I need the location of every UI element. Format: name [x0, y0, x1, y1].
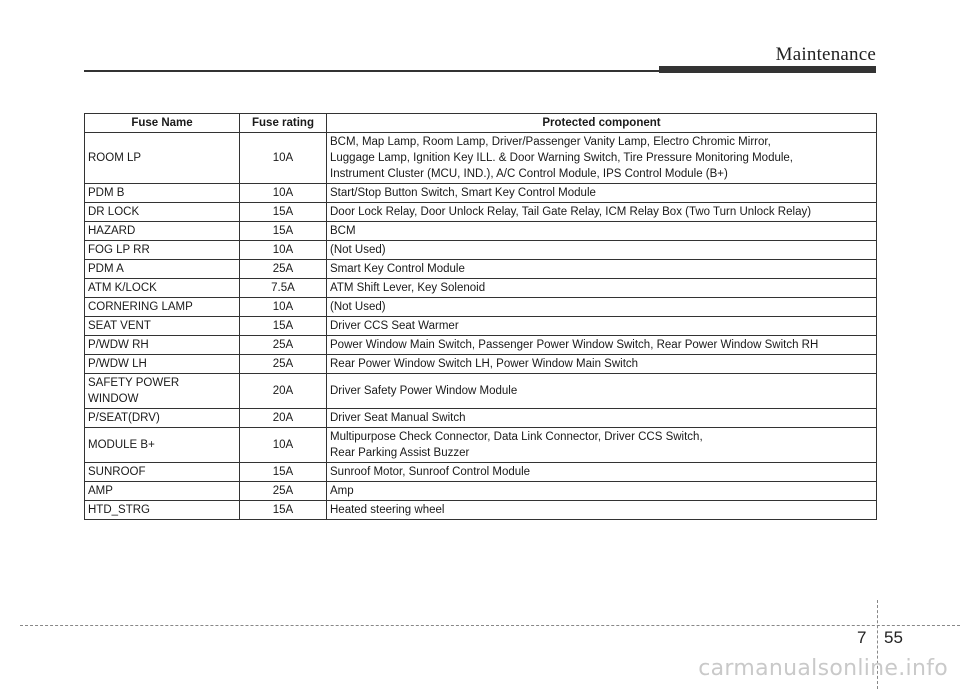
protected-component-cell — [327, 317, 877, 336]
fuse-rating-cell: 25A — [240, 336, 327, 355]
protected-component-cell — [327, 133, 877, 184]
component-line: Rear Parking Assist Buzzer — [330, 447, 470, 459]
fuse-rating-cell: 15A — [240, 501, 327, 520]
fuse-name-cell: FOG LP RR — [85, 241, 240, 260]
table-body — [85, 133, 877, 520]
fuse-rating-cell: 25A — [240, 355, 327, 374]
fuse-name-cell: PDM A — [85, 260, 240, 279]
table-row — [85, 241, 877, 260]
table-header-row — [85, 114, 877, 133]
fuse-name-cell: P/SEAT(DRV) — [85, 409, 240, 428]
component-line: Door Lock Relay, Door Unlock Relay, Tail Gate Relay, ICM Relay Box (Two Turn Unlock Relay) — [330, 206, 812, 218]
component-line: BCM — [330, 225, 356, 237]
table-row — [85, 482, 877, 501]
header-protected-component: Protected component — [327, 114, 877, 133]
fuse-name-cell: SUNROOF — [85, 463, 240, 482]
fuse-rating-cell: 15A — [240, 203, 327, 222]
fuse-rating-cell: 20A — [240, 374, 327, 409]
header-fuse-rating: Fuse rating — [240, 114, 327, 133]
table-row — [85, 203, 877, 222]
table-row — [85, 374, 877, 409]
watermark: carmanualsonline.info — [698, 656, 948, 681]
fuse-rating-cell: 10A — [240, 241, 327, 260]
component-line: (Not Used) — [330, 244, 386, 256]
fuse-name-cell: HAZARD — [85, 222, 240, 241]
protected-component-cell — [327, 241, 877, 260]
component-line: Driver Seat Manual Switch — [330, 412, 466, 424]
component-line: Amp — [330, 485, 354, 497]
header-rule-accent — [659, 66, 876, 73]
chapter-number: 7 — [857, 628, 867, 647]
table-row — [85, 463, 877, 482]
component-line: Sunroof Motor, Sunroof Control Module — [330, 466, 531, 478]
fuse-rating-cell: 10A — [240, 184, 327, 203]
page-number: 55 — [884, 628, 903, 647]
fuse-rating-cell: 7.5A — [240, 279, 327, 298]
header-rule — [84, 70, 734, 72]
component-line: ATM Shift Lever, Key Solenoid — [330, 282, 486, 294]
component-line: Multipurpose Check Connector, Data Link Connector, Driver CCS Switch, — [330, 431, 703, 443]
table-row — [85, 133, 877, 184]
fuse-name-cell: SEAT VENT — [85, 317, 240, 336]
table-row — [85, 355, 877, 374]
table-row — [85, 409, 877, 428]
protected-component-cell — [327, 336, 877, 355]
protected-component-cell — [327, 409, 877, 428]
fuse-name-cell: P/WDW RH — [85, 336, 240, 355]
fuse-rating-cell: 20A — [240, 409, 327, 428]
component-line: Driver Safety Power Window Module — [330, 385, 518, 397]
component-line: Start/Stop Button Switch, Smart Key Control Module — [330, 187, 596, 199]
footer-rule — [20, 625, 960, 626]
component-line: Rear Power Window Switch LH, Power Window Main Switch — [330, 358, 639, 370]
fuse-rating-cell: 15A — [240, 222, 327, 241]
protected-component-cell — [327, 279, 877, 298]
table-row — [85, 279, 877, 298]
protected-component-cell — [327, 463, 877, 482]
fuse-name-cell: MODULE B+ — [85, 428, 240, 463]
fuse-name-cell: CORNERING LAMP — [85, 298, 240, 317]
fuse-rating-cell: 25A — [240, 260, 327, 279]
fuse-rating-cell: 10A — [240, 428, 327, 463]
table-row — [85, 501, 877, 520]
component-line: Luggage Lamp, Ignition Key ILL. & Door Warning Switch, Tire Pressure Monitoring Module, — [330, 152, 794, 164]
protected-component-cell — [327, 298, 877, 317]
table-row — [85, 184, 877, 203]
fuse-rating-cell: 10A — [240, 298, 327, 317]
protected-component-cell — [327, 482, 877, 501]
fuse-name-cell: DR LOCK — [85, 203, 240, 222]
component-line: Instrument Cluster (MCU, IND.), A/C Control Module, IPS Control Module (B+) — [330, 168, 728, 180]
protected-component-cell — [327, 222, 877, 241]
fuse-name-cell: ATM K/LOCK — [85, 279, 240, 298]
protected-component-cell — [327, 184, 877, 203]
fuse-name-cell: SAFETY POWER WINDOW — [85, 374, 240, 409]
protected-component-cell — [327, 428, 877, 463]
component-line: Power Window Main Switch, Passenger Power Window Switch, Rear Power Window Switch RH — [330, 339, 819, 351]
fuse-rating-cell: 15A — [240, 317, 327, 336]
protected-component-cell — [327, 203, 877, 222]
protected-component-cell — [327, 355, 877, 374]
fuse-rating-cell: 10A — [240, 133, 327, 184]
protected-component-cell — [327, 374, 877, 409]
protected-component-cell — [327, 501, 877, 520]
component-line: BCM, Map Lamp, Room Lamp, Driver/Passenger Vanity Lamp, Electro Chromic Mirror, — [330, 136, 771, 148]
component-line: Smart Key Control Module — [330, 263, 465, 275]
fuse-name-cell: PDM B — [85, 184, 240, 203]
fuse-rating-cell: 25A — [240, 482, 327, 501]
fuse-name-cell: AMP — [85, 482, 240, 501]
fuse-name-cell: HTD_STRG — [85, 501, 240, 520]
table-row — [85, 428, 877, 463]
protected-component-cell — [327, 260, 877, 279]
table-row — [85, 336, 877, 355]
page-title: Maintenance — [775, 44, 876, 65]
fuse-name-cell: ROOM LP — [85, 133, 240, 184]
header-fuse-name: Fuse Name — [85, 114, 240, 133]
fuse-name-cell: P/WDW LH — [85, 355, 240, 374]
table-row — [85, 298, 877, 317]
fuse-table — [84, 113, 877, 520]
table-row — [85, 222, 877, 241]
component-line: (Not Used) — [330, 301, 386, 313]
component-line: Driver CCS Seat Warmer — [330, 320, 459, 332]
component-line: Heated steering wheel — [330, 504, 445, 516]
table-row — [85, 317, 877, 336]
fuse-rating-cell: 15A — [240, 463, 327, 482]
table-row — [85, 260, 877, 279]
